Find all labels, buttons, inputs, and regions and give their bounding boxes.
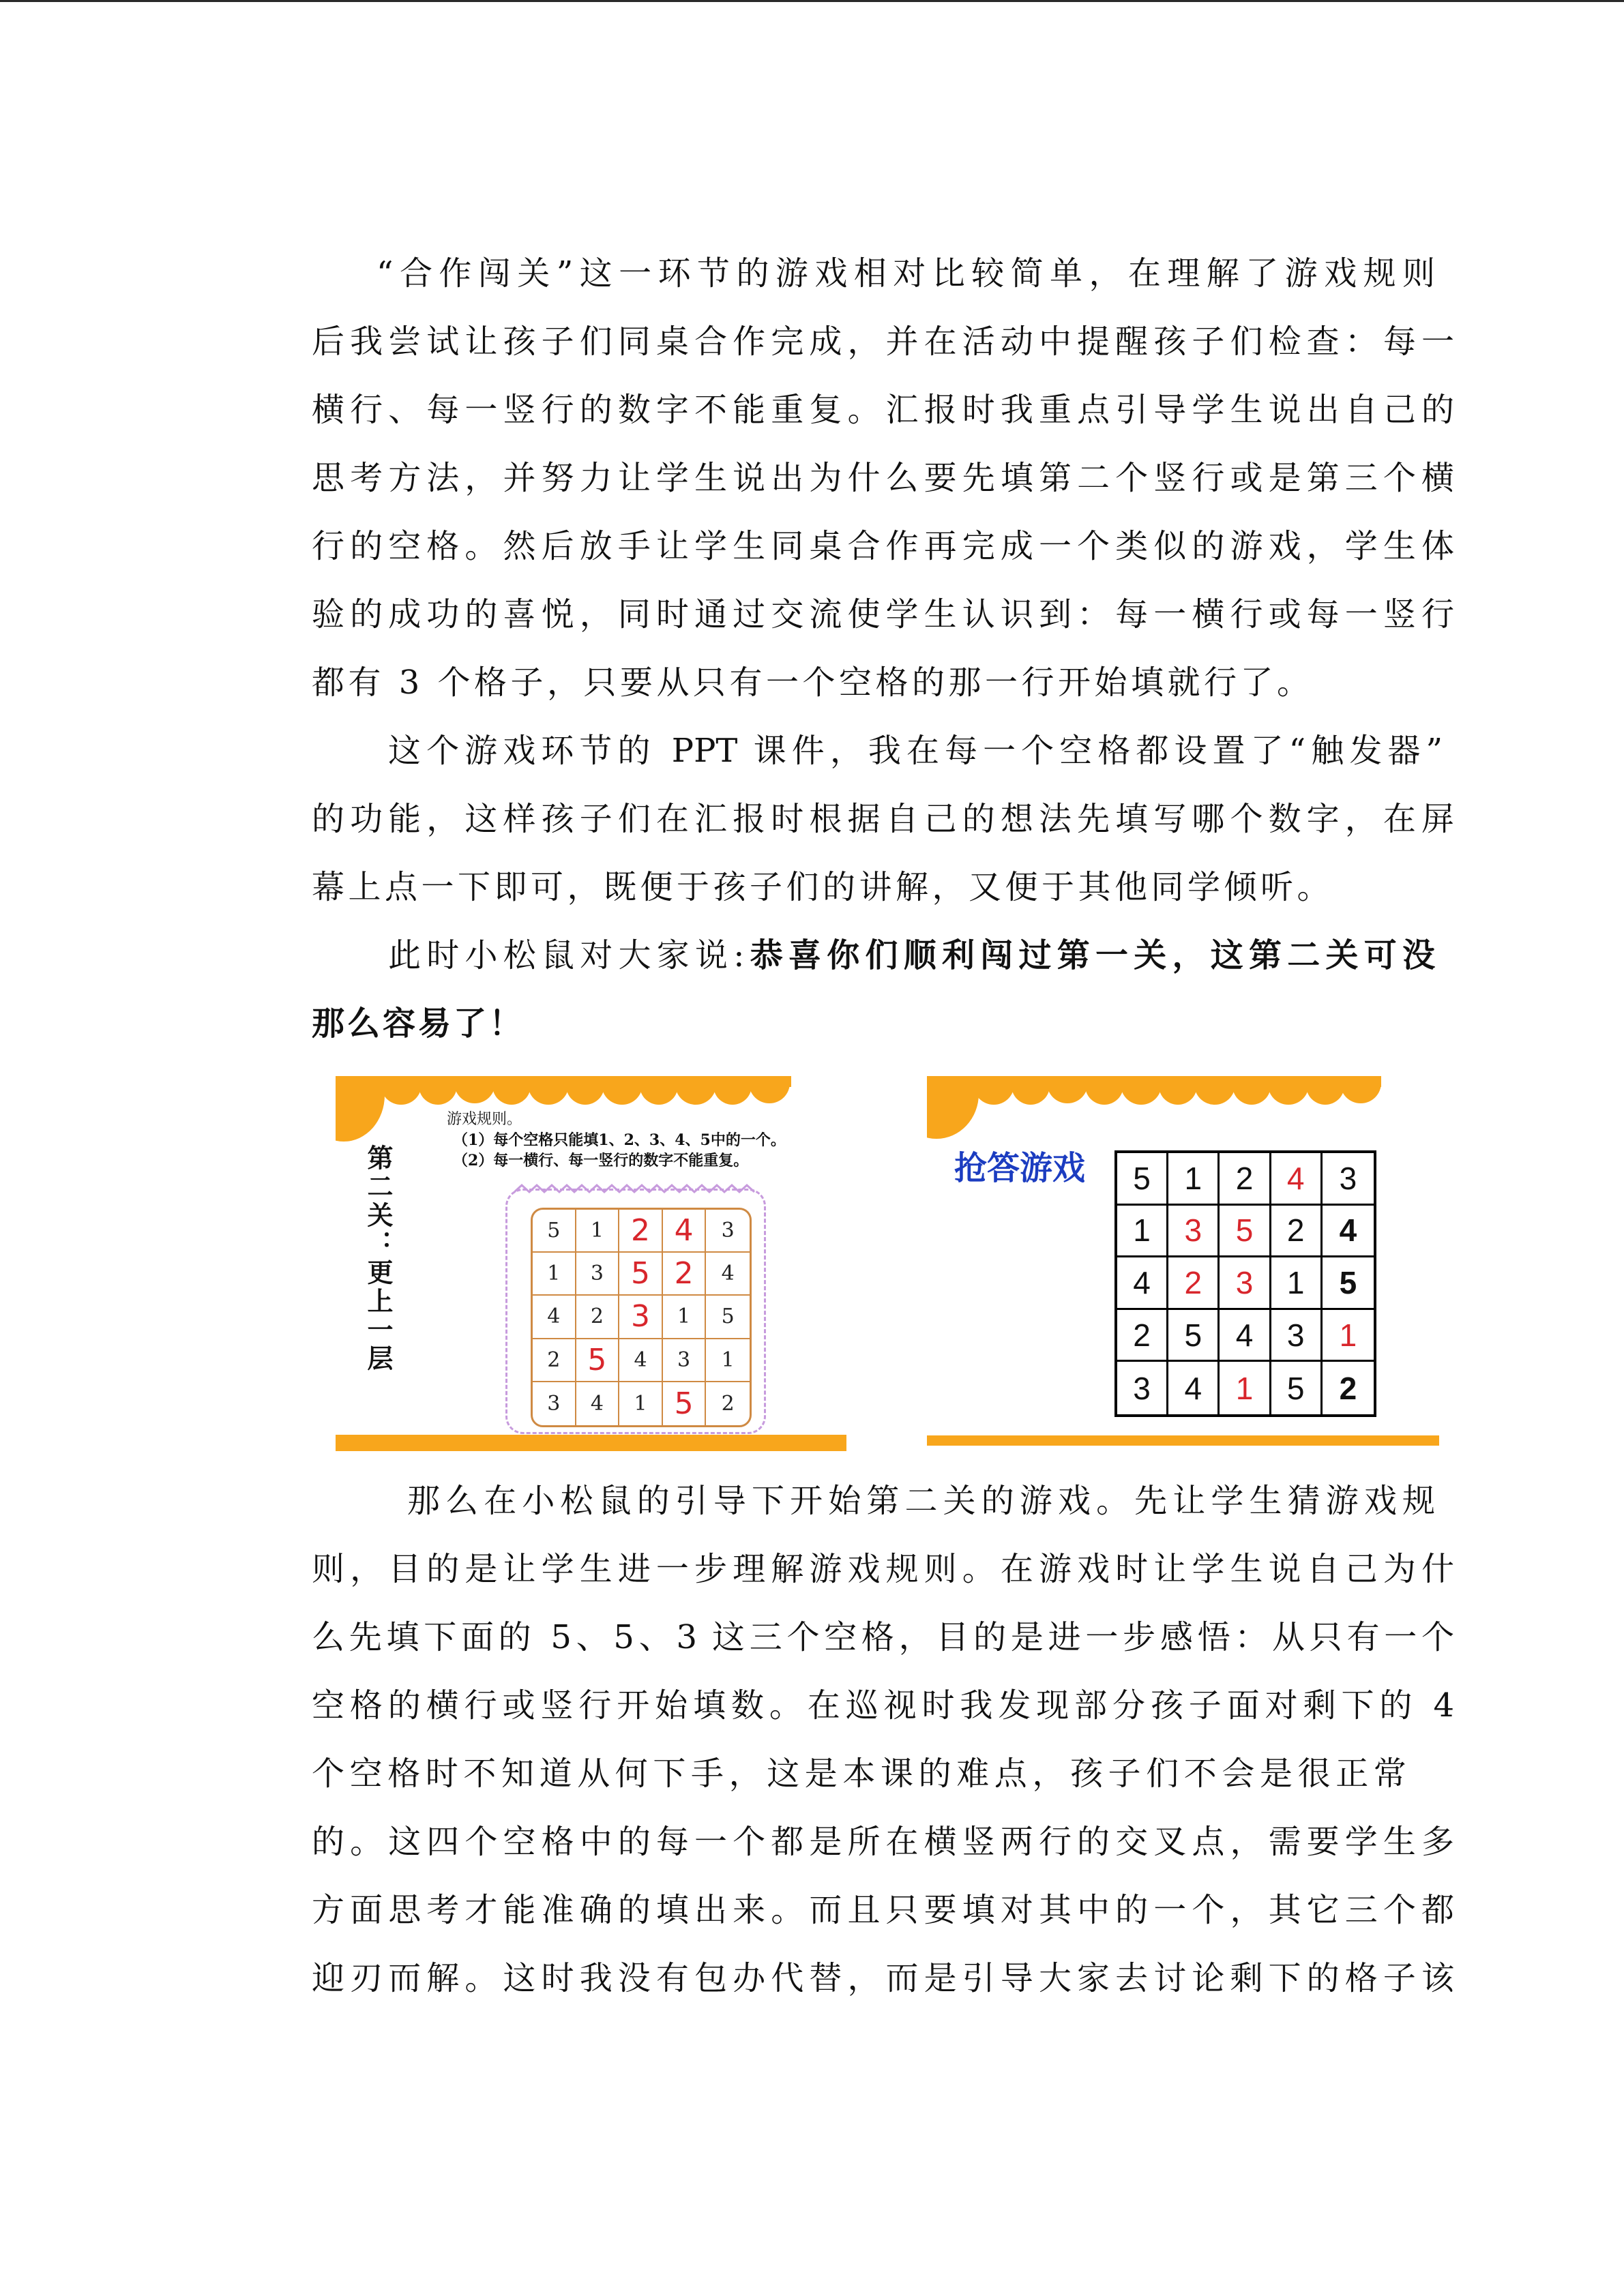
text-line: 么先填下面的 5、5、3 这三个空格，目的是进一步感悟：从只有一个 [312,1618,1454,1656]
grid-cell: 1 [1168,1153,1220,1206]
grid-cell: 4 [1220,1310,1271,1362]
grid-cell: 1 [1271,1257,1323,1310]
text-line: “合作闯关”这一环节的游戏相对比较简单，在理解了游戏规则 [377,254,1435,293]
text-line [388,921,1435,989]
grid-cell: 3 [1323,1153,1374,1206]
grid-cell: 3 [619,1296,663,1339]
text-line: 的功能，这样孩子们在汇报时根据自己的想法先填写哪个数字，在屏 [312,800,1454,838]
grid-cell: 2 [576,1296,620,1339]
grid-cell: 1 [706,1339,750,1382]
grid-cell: 4 [533,1296,576,1339]
text-line: 这个游戏环节的 PPT 课件，我在每一个空格都设置了“触发器” [388,732,1443,770]
text-line: 则，目的是让学生进一步理解游戏规则。在游戏时让学生说自己为什 [312,1550,1454,1588]
grid-cell: 5 [1168,1310,1220,1362]
grid-cell: 2 [619,1210,663,1253]
grid-cell: 3 [1220,1257,1271,1310]
number-grid [1114,1150,1376,1417]
text-line: 的。这四个空格中的每一个都是所在横竖两行的交叉点，需要学生多 [312,1823,1454,1861]
grid-cell: 2 [1168,1257,1220,1310]
grid-cell: 5 [576,1339,620,1382]
grid-cell: 3 [1168,1206,1220,1258]
text-line: 个空格时不知道从何下手，这是本课的难点，孩子们不会是很正常 [312,1755,1412,1793]
slide-image-level-two [336,1076,846,1452]
grid-cell: 3 [706,1210,750,1253]
grid-cell: 1 [576,1210,620,1253]
grid-cell: 2 [663,1253,707,1296]
text-normal: 此时小松鼠对大家说: [388,936,745,974]
text-line: 行的空格。然后放手让学生同桌合作再完成一个类似的游戏，学生体 [312,527,1454,565]
grid-cell: 3 [663,1339,707,1382]
grid-cell: 1 [1220,1362,1271,1414]
grid-cell: 3 [576,1253,620,1296]
text-bold: 那么容易了！ [312,1004,525,1043]
text-line: 那么在小松鼠的引导下开始第二关的游戏。先让学生猜游戏规 [407,1482,1435,1520]
text-line: 验的成功的喜悦，同时通过交流使学生认识到：每一横行或每一竖行 [312,595,1454,633]
grid-cell: 1 [533,1253,576,1296]
grid-cell: 4 [576,1382,620,1425]
grid-cell: 4 [1168,1362,1220,1414]
bottom-bar [336,1435,846,1451]
text-line: 后我尝试让孩子们同桌合作完成，并在活动中提醒孩子们检查：每一 [312,323,1454,361]
grid-cell: 3 [1117,1362,1168,1414]
text-line [312,989,1454,1058]
rule-item: （1）每个空格只能填1、2、3、4、5中的一个。 [453,1131,786,1149]
grid-cell: 2 [1339,1370,1357,1406]
grid-cell: 5 [1117,1153,1168,1206]
level-title: 第二关：更上一层 [363,1144,393,1373]
bottom-bar [927,1435,1439,1446]
grid-cell: 2 [1271,1206,1323,1258]
grid-cell: 5 [533,1210,576,1253]
grid-cell: 5 [1323,1257,1374,1310]
text-line: 横行、每一竖行的数字不能重复。汇报时我重点引导学生说出自己的 [312,391,1454,429]
grid-cell: 4 [1323,1206,1374,1258]
grid-cell: 5 [1271,1362,1323,1414]
page-top-border [0,0,1624,2]
grid-cell: 5 [663,1382,707,1425]
slide-image-quick-answer [927,1076,1443,1452]
cloud-banner [927,1076,1443,1151]
grid-cell: 4 [1117,1257,1168,1310]
grid-cell: 4 [1271,1153,1323,1206]
text-bold: 恭喜你们顺利闯过第一关，这第二关可没 [744,936,1435,974]
text-line: 迎刃而解。这时我没有包办代替，而是引导大家去讨论剩下的格子该 [312,1959,1454,1997]
notepad-spiral [514,1182,757,1196]
quick-answer-title: 抢答游戏 [954,1149,1086,1187]
grid-cell: 4 [663,1210,707,1253]
text-line: 幕上点一下即可，既便于孩子们的讲解，又便于其他同学倾听。 [312,868,1334,906]
text-line: 思考方法，并努力让学生说出为什么要先填第二个竖行或是第三个横 [312,459,1454,497]
rules-heading: 游戏规则。 [447,1111,522,1128]
grid-cell: 4 [706,1253,750,1296]
rule-item: （2）每一横行、每一竖行的数字不能重复。 [453,1152,749,1169]
grid-cell: 2 [533,1339,576,1382]
grid-cell: 1 [619,1382,663,1425]
grid-cell: 5 [706,1296,750,1339]
grid-cell: 1 [1117,1206,1168,1258]
grid-cell: 1 [663,1296,707,1339]
grid-cell: 5 [1220,1206,1271,1258]
text-line: 都有 3 个格子，只要从只有一个空格的那一行开始填就行了。 [312,664,1314,702]
grid-cell: 3 [1271,1310,1323,1362]
text-line: 方面思考才能准确的填出来。而且只要填对其中的一个，其它三个都 [312,1891,1454,1929]
text-line: 空格的横行或竖行开始填数。在巡视时我发现部分孩子面对剩下的 4 [312,1686,1454,1725]
grid-cell: 2 [1220,1153,1271,1206]
grid-cell: 2 [1117,1310,1168,1362]
grid-cell: 3 [533,1382,576,1425]
grid-cell: 1 [1323,1310,1374,1362]
number-grid [531,1208,752,1427]
grid-cell: 2 [721,1391,735,1416]
grid-cell: 4 [619,1339,663,1382]
grid-cell: 5 [619,1253,663,1296]
